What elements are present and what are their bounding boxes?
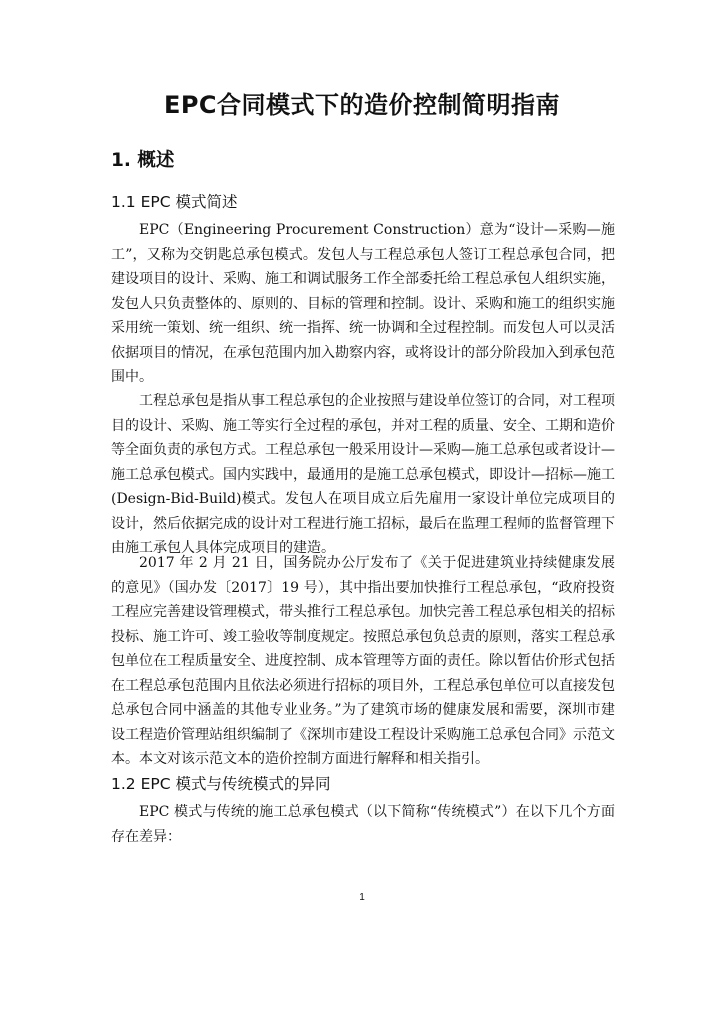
paragraph-differences-intro: EPC 模式与传统的施工总承包模式（以下简称“传统模式”）在以下几个方面存在差异： (111, 804, 615, 845)
paragraph-epc-definition: EPC（Engineering Procurement Construction）意为“设计—采购—施工”，又称为交钥匙总承包模式。发包人与工程总承包人签订工程总承包合同，把建设项目的设计、采购、施工和调试服务工作全部委托给工程总承包人组织实施，发包人只负责整体的、原则的、目标的管理和控制。设计、采购和施工的组织实施采用统一策划、统一组织、统一指挥、统一协调和全过程控制。而发包人可以灵活依据项目的情况，在承包范围内加入勘察内容，或将设计的部分阶段加入到承包范围中。 (111, 222, 615, 385)
paragraph-policy-background: 2017 年 2 月 21 日，国务院办公厅发布了《关于促进建筑业持续健康发展的意见》（国办发〔2017〕19 号），其中指出要加快推行工程总承包，“政府投资工程应完善建设管理模式，带头推行工程总承包。加快完善工程总承包相关的招标投标、施工许可、竣工验收等制度规定。按照总承包负总责的原则，落实工程总承包单位在工程质量安全、进度控制、成本管理等方面的责任。除以暂估价形式包括在工程总承包范围内且依法必须进行招标的项目外，工程总承包单位可以直接发包总承包合同中涵盖的其他专业业务。”为了建筑市场的健康发展和需要，深圳市建设工程造价管理站组织编制了《深圳市建设工程设计采购施工总承包合同》示范文本。本文对该示范文本的造价控制方面进行解释和相关指引。 (111, 555, 615, 767)
subsection-heading-epc-vs-traditional: 1.2 EPC 模式与传统模式的异同 (111, 775, 331, 793)
page-title: EPC合同模式下的造价控制简明指南 (163, 91, 561, 119)
paragraph-general-contracting: 工程总承包是指从事工程总承包的企业按照与建设单位签订的合同，对工程项目的设计、采购、施工等实行全过程的承包，并对工程的质量、安全、工期和造价等全面负责的承包方式。工程总承包一般采用设计—采购—施工总承包或者设计—施工总承包模式。国内实践中，最通用的是施工总承包模式，即设计—招标—施工(Design-Bid-Build)模式。发包人在项目成立后先雇用一家设计单位完成项目的设计，然后依据完成的设计对工程进行施工招标，最后在监理工程师的监督管理下由施工承包人具体完成项目的建造。 (111, 393, 615, 556)
page-number: 1 (359, 892, 365, 903)
subsection-heading-epc-overview: 1.1 EPC 模式简述 (111, 193, 238, 211)
section-heading-overview: 1. 概述 (111, 150, 175, 171)
